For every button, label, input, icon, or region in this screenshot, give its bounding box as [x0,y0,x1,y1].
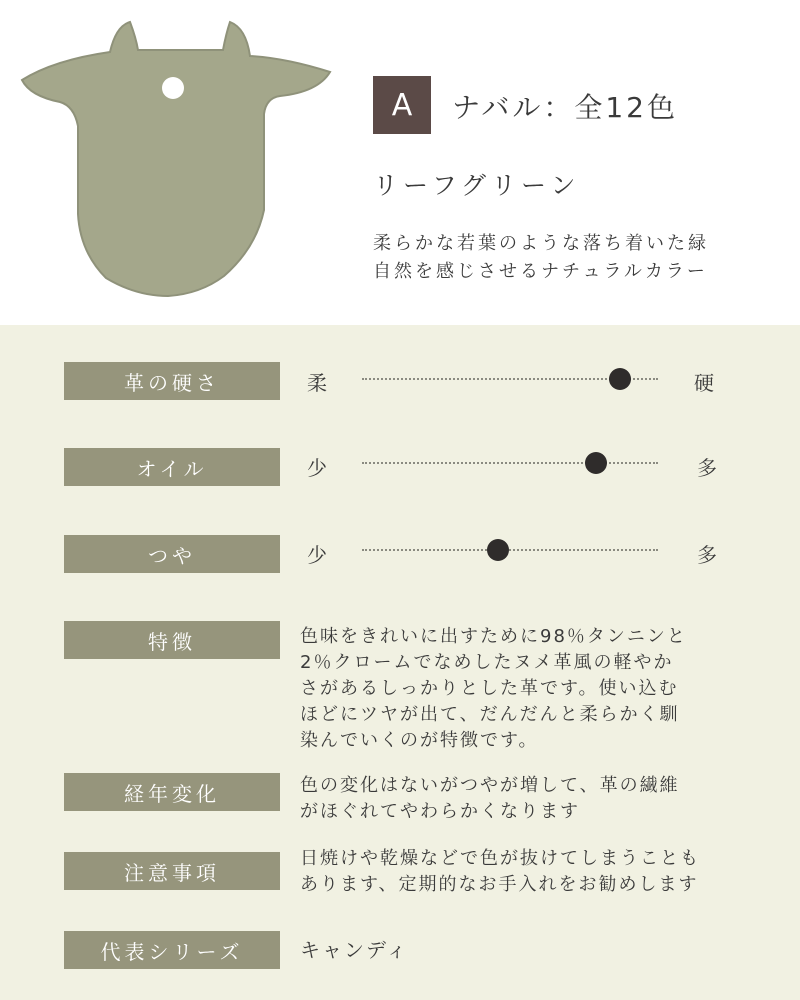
features-line: 染んでいくのが特徴です。 [300,730,539,751]
header-section [0,0,800,325]
features-line: 色味をきれいに出すために98％タンニンと [300,626,687,647]
scale-low-hardness: 柔 [307,371,327,395]
caution-line: あります、定期的なお手入れをお勧めします [300,874,699,895]
label-features: 特徴 [64,621,280,659]
series-text: キャンディ [300,938,409,962]
label-aging: 経年変化 [64,773,280,811]
variant-badge: A [373,76,431,134]
label-caution: 注意事項 [64,852,280,890]
caution-line: 日焼けや乾燥などで色が抜けてしまうことも [300,848,700,869]
scale-track-gloss [362,549,658,551]
label-oil: オイル [64,448,280,486]
leather-swatch-cow-shape [18,14,338,304]
aging-line: がほぐれてやわらかくなります [300,801,580,822]
label-hardness: 革の硬さ [64,362,280,400]
label-gloss: つや [64,535,280,573]
features-text [300,624,740,754]
caution-text [300,846,740,898]
scale-low-gloss: 少 [307,543,327,567]
features-line: さがあるしっかりとした革です。使い込む [300,678,679,699]
scale-knob-oil [585,452,607,474]
scale-knob-gloss [487,539,509,561]
scale-high-hardness: 硬 [694,371,714,395]
aging-line: 色の変化はないがつやが増して、革の繊維 [300,775,680,796]
label-series: 代表シリーズ [64,931,280,969]
features-line: 2％クロームでなめしたヌメ革風の軽やか [300,652,674,673]
description-line: 自然を感じさせるナチュラルカラー [373,261,708,282]
features-line: ほどにツヤが出て、だんだんと柔らかく馴 [300,704,680,725]
scale-knob-hardness [609,368,631,390]
scale-track-oil [362,462,658,464]
color-name: リーフグリーン [373,171,581,200]
scale-high-gloss: 多 [697,543,717,567]
aging-text [300,773,740,825]
color-description [373,230,709,286]
description-line: 柔らかな若葉のような落ち着いた緑 [373,233,709,254]
series-name: ナバル：全12色 [452,91,678,124]
scale-high-oil: 多 [697,456,717,480]
scale-low-oil: 少 [307,456,327,480]
